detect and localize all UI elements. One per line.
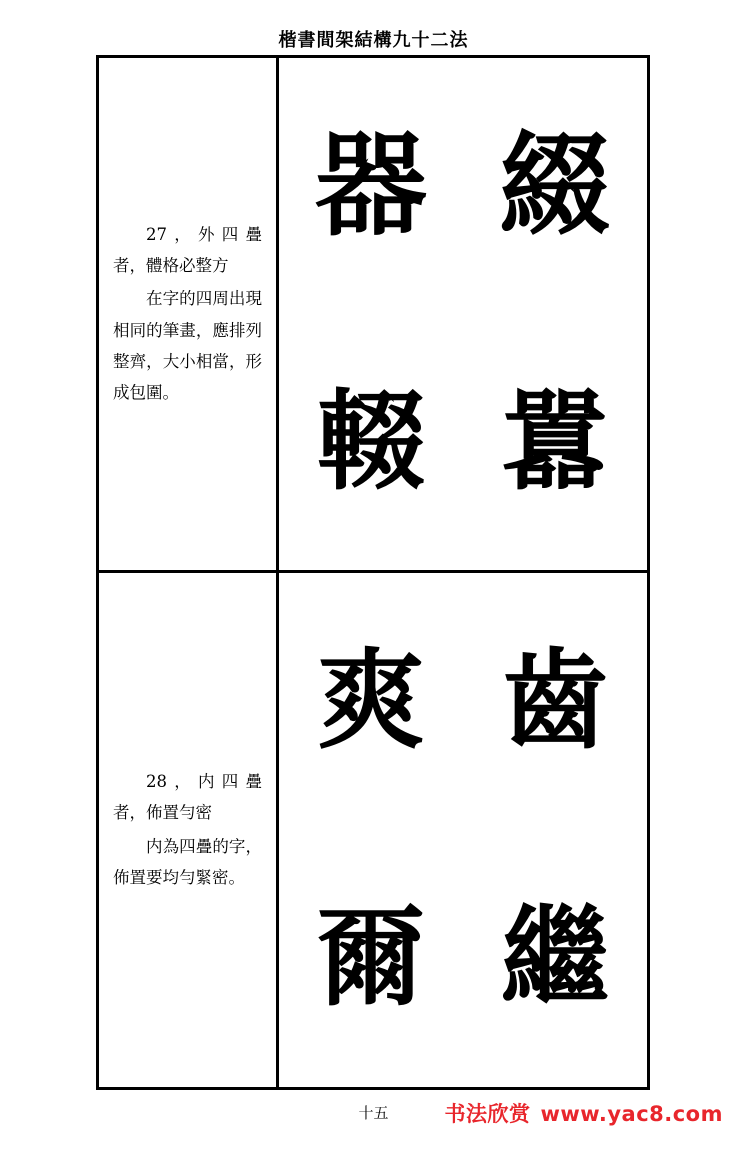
glyph-character: 囂 <box>500 378 609 505</box>
rule-text-cell-28 <box>99 573 279 1088</box>
rule-text-cell-27 <box>99 58 279 570</box>
glyph-character: 爾 <box>316 895 425 1022</box>
watermark <box>445 1098 724 1128</box>
page-number: 十五 <box>358 1104 389 1122</box>
rule-heading-27: 27，外四疊者，體格必整方 <box>113 224 262 276</box>
watermark-url: www.yac8.com <box>540 1102 723 1126</box>
glyph-character: 齒 <box>500 638 609 765</box>
glyph-character: 爽 <box>316 638 425 765</box>
rule-heading-28: 28，内四疊者，佈置勻密 <box>113 772 262 823</box>
table-row <box>99 573 647 1088</box>
rule-body-27: 在字的四周出現相同的筆畫，應排列整齊，大小相當，形成包圍。 <box>113 289 262 403</box>
glyph-character: 輟 <box>316 378 425 505</box>
rules-table <box>96 55 650 1090</box>
rule-body-28: 内為四疊的字，佈置要均勻緊密。 <box>113 836 262 888</box>
glyph-character: 綴 <box>499 119 611 251</box>
glyph-character: 繼 <box>500 895 609 1022</box>
rule-glyphs-28 <box>279 573 647 1088</box>
table-row <box>99 58 647 573</box>
glyph-character: 器 <box>315 119 427 251</box>
watermark-text: 书法欣赏 <box>444 1102 531 1126</box>
page-title: 楷書間架結構九十二法 <box>278 30 469 51</box>
rule-glyphs-27 <box>279 58 647 570</box>
